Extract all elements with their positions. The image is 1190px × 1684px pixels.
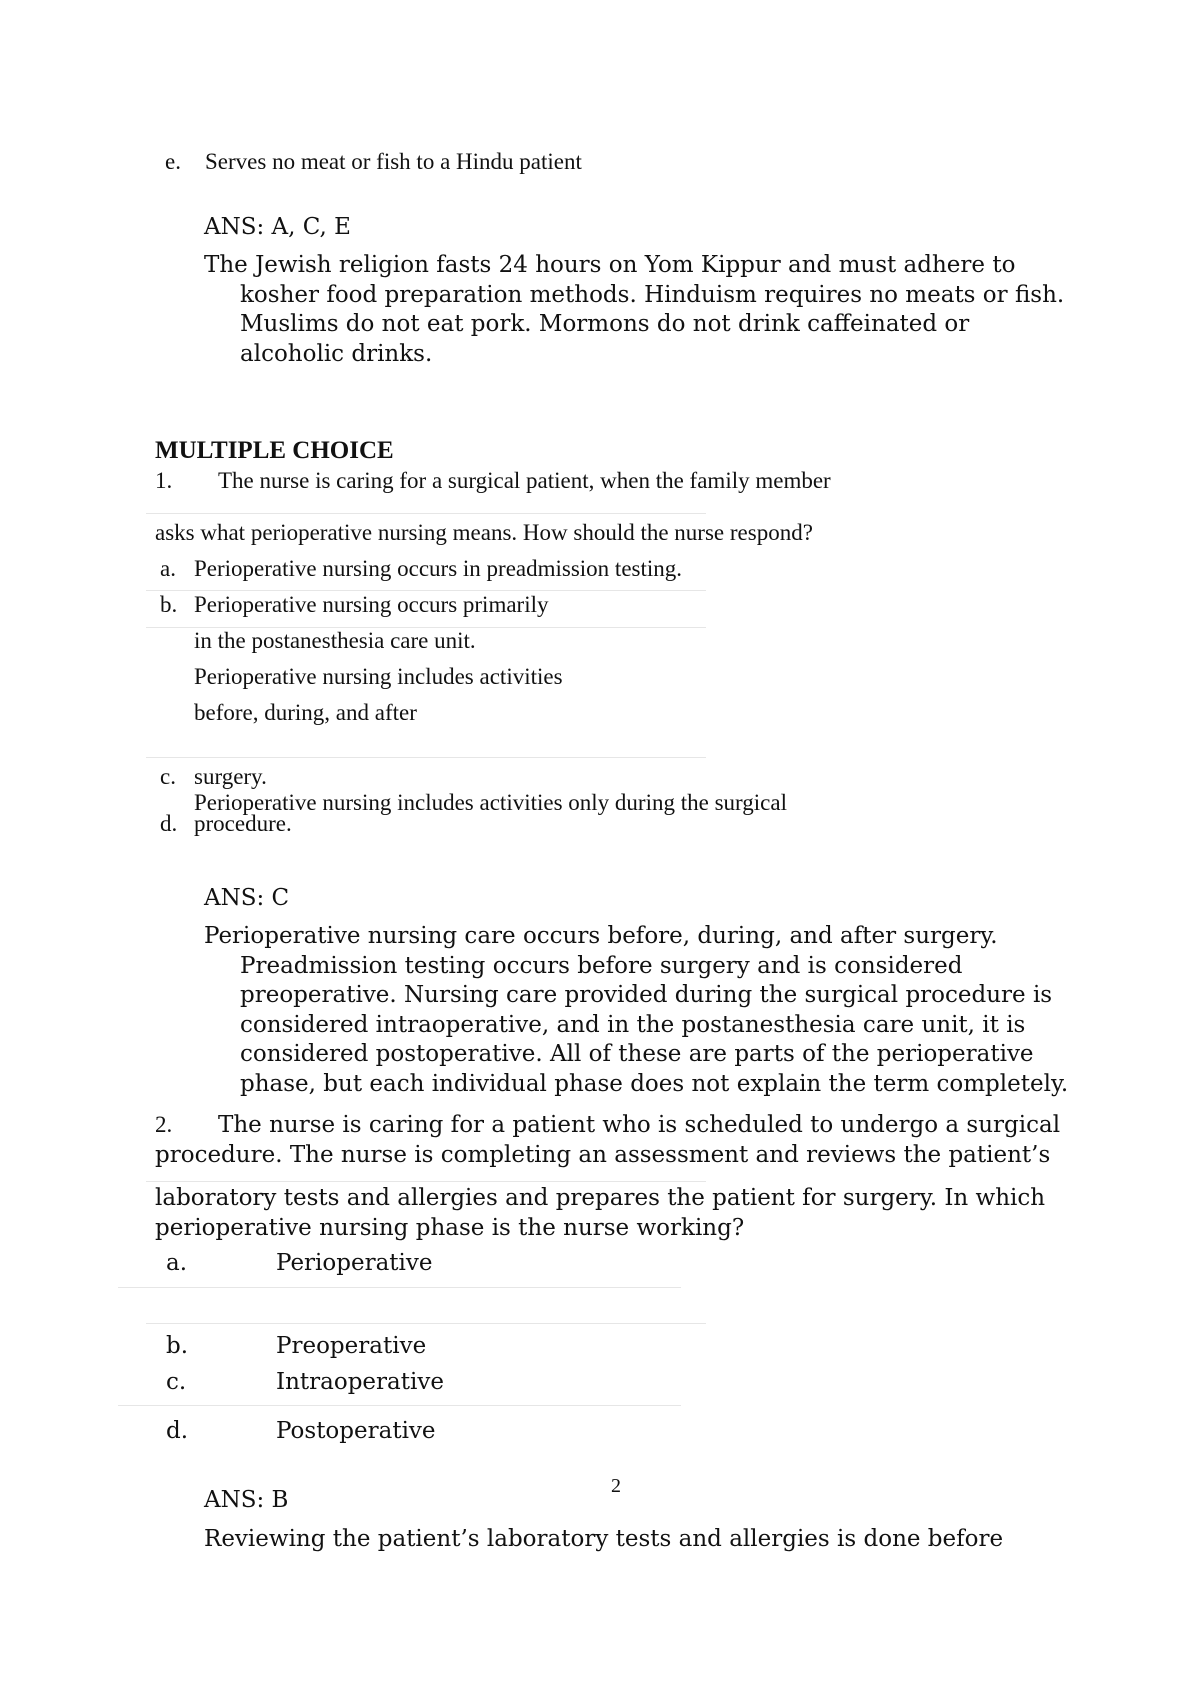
rationale-line: considered postoperative. All of these are parts of the perioperative	[240, 1041, 1034, 1067]
answer-label: ANS: A, C, E	[204, 214, 351, 240]
option-text-b: in the postanesthesia care unit.	[194, 628, 476, 653]
option-text-b: Preoperative	[276, 1333, 427, 1359]
divider	[118, 1405, 681, 1406]
option-text-c: Perioperative nursing includes activities	[194, 664, 563, 689]
option-text-e: Serves no meat or fish to a Hindu patient	[205, 149, 582, 174]
section-heading: MULTIPLE CHOICE	[155, 437, 394, 464]
page-number: 2	[611, 1475, 621, 1497]
rationale-line: Perioperative nursing care occurs before, during, and after surgery.	[204, 923, 998, 949]
question-stem-line: procedure. The nurse is completing an assessment and reviews the patient’s	[155, 1142, 1051, 1168]
rationale-line: phase, but each individual phase does not explain the term completely.	[240, 1070, 1069, 1097]
rationale-line: alcoholic drinks.	[240, 340, 433, 367]
divider	[146, 513, 706, 514]
option-letter-c: c.	[166, 1369, 187, 1395]
option-letter-e: e.	[165, 149, 181, 174]
rationale-line: The Jewish religion fasts 24 hours on Yom Kippur and must adhere to	[204, 252, 1016, 278]
option-letter-b: b.	[160, 592, 178, 617]
option-text-a: Perioperative	[276, 1250, 433, 1276]
option-letter-d: d.	[160, 811, 178, 836]
divider	[146, 1323, 706, 1324]
option-letter-d: d.	[166, 1418, 189, 1444]
rationale-line: kosher food preparation methods. Hinduism requires no meats or fish.	[240, 281, 1065, 308]
divider	[146, 1181, 706, 1182]
answer-label: ANS: C	[204, 885, 290, 911]
question-stem-line: The nurse is caring for a patient who is scheduled to undergo a surgical	[218, 1112, 1061, 1138]
option-text-d: procedure.	[194, 811, 292, 836]
option-letter-a: a.	[160, 556, 176, 581]
question-stem-line: asks what perioperative nursing means. How should the nurse respond?	[155, 520, 813, 545]
rationale-paragraph	[204, 922, 1068, 1099]
question-number: 1.	[155, 468, 173, 493]
rationale-line: Muslims do not eat pork. Mormons do not drink caffeinated or	[240, 311, 970, 337]
rationale-line: considered intraoperative, and in the postanesthesia care unit, it is	[240, 1011, 1026, 1038]
divider	[146, 757, 706, 758]
option-text-c: Intraoperative	[276, 1369, 444, 1395]
option-letter-c: c.	[160, 764, 176, 789]
rationale-paragraph	[204, 251, 1064, 369]
option-letter-a: a.	[166, 1250, 188, 1276]
question-number: 2.	[155, 1112, 173, 1137]
divider	[118, 1287, 681, 1288]
answer-label: ANS: B	[204, 1487, 289, 1513]
option-letter-b: b.	[166, 1333, 189, 1359]
question-stem-line: perioperative nursing phase is the nurse working?	[155, 1215, 745, 1241]
rationale-line: Reviewing the patient’s laboratory tests and allergies is done before	[204, 1526, 1004, 1552]
option-text-a: Perioperative nursing occurs in preadmission testing.	[194, 556, 683, 581]
option-text-c: before, during, and after	[194, 700, 417, 725]
option-text-c: surgery.	[194, 764, 267, 789]
rationale-line: Preadmission testing occurs before surgery and is considered	[240, 952, 963, 979]
option-text-b: Perioperative nursing occurs primarily	[194, 592, 549, 617]
question-stem-line: The nurse is caring for a surgical patient, when the family member	[218, 468, 831, 493]
rationale-line: preoperative. Nursing care provided during the surgical procedure is	[240, 982, 1053, 1008]
option-text-d: Perioperative nursing includes activities only during the surgical	[194, 790, 787, 815]
question-stem-line: laboratory tests and allergies and prepares the patient for surgery. In which	[155, 1185, 1046, 1211]
option-text-d: Postoperative	[276, 1418, 436, 1444]
